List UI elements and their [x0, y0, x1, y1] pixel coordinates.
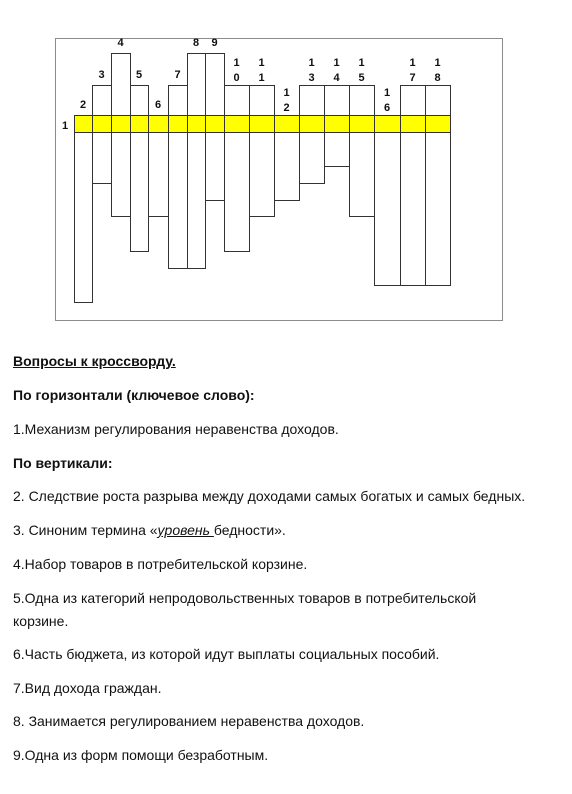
- crossword-column-number-11: 1: [258, 57, 265, 69]
- crossword-column-number-2: 2: [79, 99, 87, 111]
- question-4: 4.Набор товаров в потребительской корзине.: [13, 556, 308, 572]
- questions-title: Вопросы к кроссворду.: [13, 353, 176, 369]
- keyword-row-divider: [324, 115, 325, 133]
- keyword-row-divider: [249, 115, 250, 133]
- question-9: 9.Одна из форм помощи безработным.: [13, 747, 269, 763]
- crossword-column-number-10: 0: [233, 72, 240, 84]
- crossword-column-number-12: 2: [283, 102, 290, 114]
- keyword-row-divider: [205, 115, 206, 133]
- vertical-heading: По вертикали:: [13, 455, 113, 471]
- crossword-column-number-17: 7: [409, 72, 416, 84]
- crossword-column-4: [111, 53, 131, 217]
- crossword-column-3: [92, 85, 112, 184]
- question-7: 7.Вид дохода граждан.: [13, 680, 162, 696]
- keyword-row-divider: [425, 115, 426, 133]
- question-3-term: уровень: [157, 522, 214, 538]
- keyword-row-divider: [299, 115, 300, 133]
- crossword-column-number-16: 1: [383, 87, 391, 99]
- crossword-column-number-15: 5: [358, 72, 365, 84]
- question-2: 2. Следствие роста разрыва между доходами самых богатых и самых бедных.: [13, 488, 526, 504]
- crossword-column-5: [130, 85, 149, 252]
- crossword-column-number-15: 1: [358, 57, 365, 69]
- crossword-column-2: [74, 115, 93, 303]
- keyword-row-divider: [168, 115, 169, 133]
- crossword-column-7: [168, 85, 188, 269]
- question-1: 1.Механизм регулирования неравенства доходов.: [13, 421, 339, 437]
- crossword-column-number-6: 6: [154, 99, 162, 111]
- crossword-column-number-18: 8: [434, 72, 441, 84]
- crossword-column-number-12: 1: [283, 87, 290, 99]
- crossword-column-15: [349, 85, 375, 217]
- crossword-column-8: [187, 53, 206, 269]
- keyword-row-divider: [400, 115, 401, 133]
- crossword-grid: [0, 0, 572, 330]
- crossword-column-number-13: 3: [308, 72, 315, 84]
- keyword-row-divider: [187, 115, 188, 133]
- crossword-column-number-7: 7: [174, 69, 181, 81]
- crossword-column-number-17: 1: [409, 57, 416, 69]
- crossword-column-number-13: 1: [308, 57, 315, 69]
- question-6: 6.Часть бюджета, из которой идут выплаты социальных пособий.: [13, 646, 440, 662]
- keyword-row-divider: [349, 115, 350, 133]
- crossword-column-number-16: 6: [383, 102, 391, 114]
- keyword-row-divider: [130, 115, 131, 133]
- crossword-row-label: 1: [61, 120, 69, 132]
- crossword-column-13: [299, 85, 325, 184]
- keyword-row-divider: [148, 115, 149, 133]
- keyword-row-divider: [92, 115, 93, 133]
- question-8: 8. Занимается регулированием неравенства доходов.: [13, 713, 365, 729]
- crossword-column-number-5: 5: [135, 69, 143, 81]
- horizontal-heading: По горизонтали (ключевое слово):: [13, 387, 255, 403]
- crossword-column-11: [249, 85, 275, 217]
- keyword-row-divider: [274, 115, 275, 133]
- question-5: 5.Одна из категорий непродовольственных товаров в потребительской корзине.: [13, 590, 477, 629]
- keyword-row-divider: [224, 115, 225, 133]
- crossword-column-10: [224, 85, 250, 252]
- question-3: 3. Синоним термина «уровень бедности».: [13, 522, 286, 538]
- crossword-column-number-11: 1: [258, 72, 265, 84]
- crossword-column-number-4: 4: [117, 37, 124, 49]
- crossword-column-number-10: 1: [233, 57, 240, 69]
- crossword-column-number-9: 9: [211, 37, 218, 49]
- keyword-row-divider: [111, 115, 112, 133]
- crossword-column-number-18: 1: [434, 57, 441, 69]
- crossword-column-number-8: 8: [192, 37, 200, 49]
- crossword-column-16: [374, 115, 401, 286]
- crossword-column-number-3: 3: [98, 69, 105, 81]
- crossword-column-number-14: 1: [333, 57, 340, 69]
- keyword-row-divider: [374, 115, 375, 133]
- crossword-column-number-14: 4: [333, 72, 340, 84]
